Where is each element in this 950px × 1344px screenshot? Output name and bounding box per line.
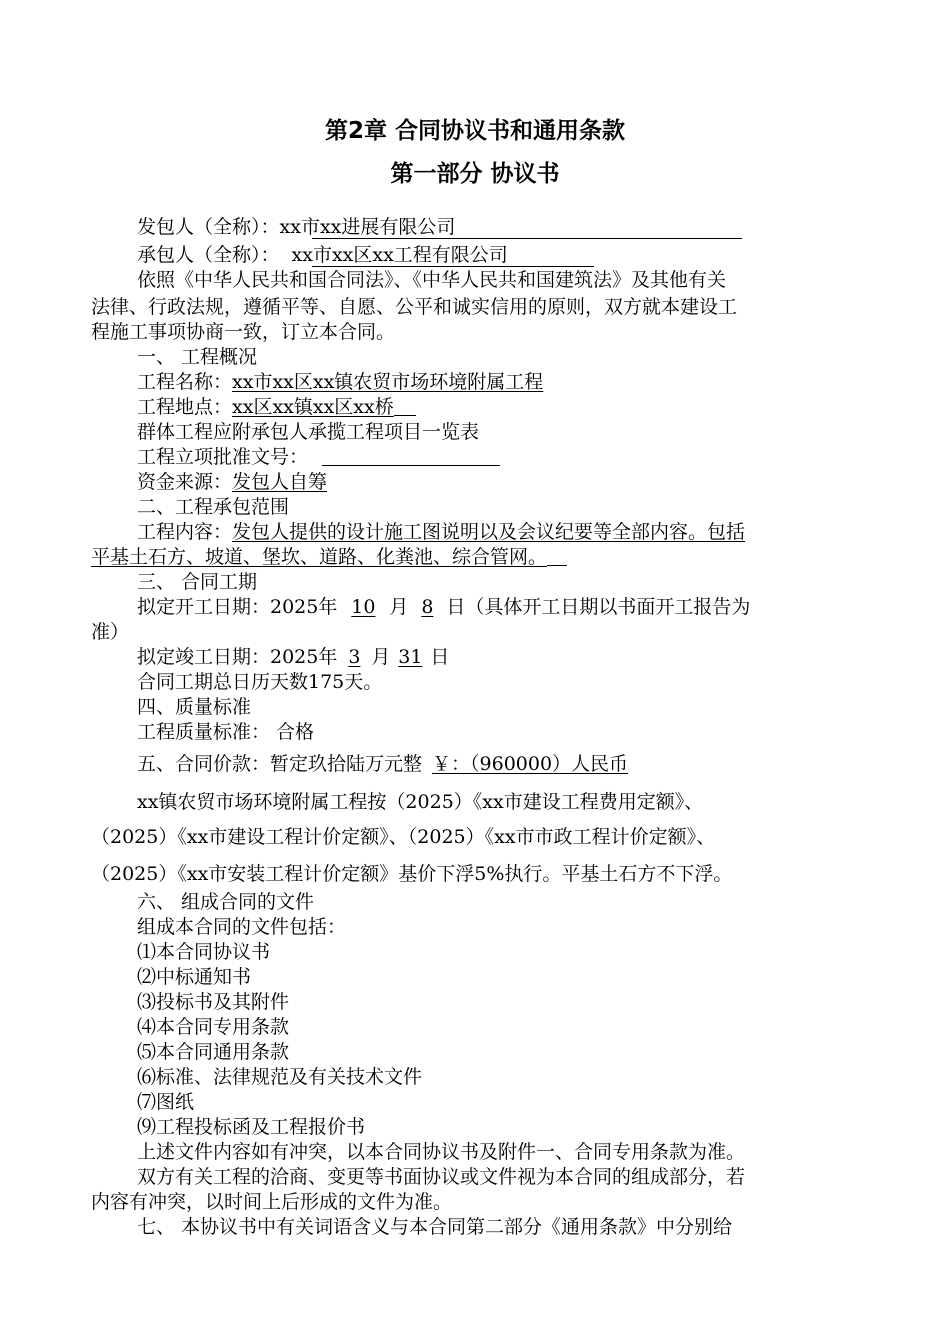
document-item: ⑹标准、法律规范及有关技术文件 — [137, 1066, 423, 1088]
project-name-line — [137, 370, 543, 394]
contractor-value: xx市xx区xx工程有限公司 — [291, 244, 508, 266]
project-name-label: 工程名称： — [137, 371, 233, 393]
approval-label: 工程立项批准文号： — [137, 446, 309, 468]
end-month: 3 — [348, 646, 361, 668]
work-content-line-2 — [91, 545, 567, 569]
contract-price-label: 五、合同价款：暂定玖拾陆万元整 — [137, 753, 423, 775]
work-content-label: 工程内容： — [137, 521, 233, 543]
work-content-value-1: 发包人提供的设计施工图说明以及会议纪要等全部内容。包括 — [232, 521, 746, 543]
intro-line-3: 程施工事项协商一致，订立本合同。 — [91, 321, 396, 343]
start-date-tail-line: 准） — [91, 621, 130, 643]
contractor-underline — [312, 266, 594, 267]
group-project-line: 群体工程应附承包人承揽工程项目一览表 — [137, 421, 480, 443]
project-name-value: xx市xx区xx镇农贸市场环境附属工程 — [232, 371, 544, 393]
start-date-label: 拟定开工日期：2025年 — [137, 596, 338, 618]
negotiation-line-2: 内容有冲突，以时间上后形成的文件为准。 — [91, 1191, 453, 1213]
start-month: 10 — [351, 596, 376, 618]
start-month-char: 月 — [389, 596, 409, 618]
approval-line — [137, 445, 500, 469]
negotiation-line-1: 双方有关工程的洽商、变更等书面协议或文件视为本合同的组成部分，若 — [137, 1166, 746, 1188]
section-4-heading: 四、质量标准 — [137, 696, 252, 718]
employer-value: xx市xx进展有限公司 — [279, 216, 456, 238]
intro-line-2: 法律、行政法规，遵循平等、自愿、公平和诚实信用的原则，双方就本建设工 — [91, 296, 738, 318]
pricing-basis-line-1: xx镇农贸市场环境附属工程按（2025）《xx市建设工程费用定额》、 — [137, 791, 704, 813]
contract-price-line — [137, 752, 628, 776]
end-day: 31 — [398, 646, 423, 668]
total-days-line: 合同工期总日历天数175天。 — [137, 671, 383, 693]
employer-line — [137, 215, 455, 239]
chapter-title: 第2章 合同协议书和通用条款 — [324, 118, 625, 144]
employer-label: 发包人（全称）： — [137, 216, 280, 238]
pricing-basis-line-2: （2025）《xx市建设工程计价定额》、（2025）《xx市市政工程计价定额》、 — [91, 826, 716, 848]
document-item: ⑸本合同通用条款 — [137, 1041, 290, 1063]
start-day: 8 — [421, 596, 434, 618]
quality-standard-line: 工程质量标准： 合格 — [137, 721, 315, 743]
employer-underline — [312, 238, 742, 239]
part-title: 第一部分 协议书 — [390, 161, 560, 187]
document-item: ⑷本合同专用条款 — [137, 1016, 290, 1038]
project-site-label: 工程地点： — [137, 396, 233, 418]
document-item: ⑼工程投标函及工程报价书 — [137, 1116, 366, 1138]
project-site-line — [137, 395, 416, 419]
work-content-value-2: 平基土石方、坡道、堡坎、道路、化粪池、综合管网。 — [91, 546, 548, 568]
contractor-label: 承包人（全称）： — [137, 244, 280, 266]
documents-intro: 组成本合同的文件包括： — [137, 916, 347, 938]
work-content-line-1 — [137, 520, 745, 544]
start-date-tail: 日（具体开工日期以书面开工报告为 — [446, 596, 751, 618]
start-date-line — [137, 595, 750, 619]
section-7-line: 七、 本协议书中有关词语含义与本合同第二部分《通用条款》中分别给 — [137, 1216, 733, 1238]
section-3-heading: 三、 合同工期 — [137, 571, 258, 593]
end-month-char: 月 — [371, 646, 391, 668]
document-item: ⑵中标通知书 — [137, 966, 252, 988]
fund-source-label: 资金来源： — [137, 471, 233, 493]
section-1-heading: 一、 工程概况 — [137, 346, 258, 368]
project-site-value: xx区xx镇xx区xx桥 — [232, 396, 394, 418]
conflict-priority-line: 上述文件内容如有冲突，以本合同协议书及附件一、合同专用条款为准。 — [137, 1141, 746, 1163]
document-item: ⑴本合同协议书 — [137, 941, 271, 963]
contract-price-value: ￥：（960000）人民币 — [432, 753, 629, 775]
site-blank — [394, 395, 416, 416]
intro-line-1: 依照《中华人民共和国合同法》、《中华人民共和国建筑法》及其他有关 — [137, 269, 727, 291]
approval-blank — [322, 445, 500, 466]
fund-source-value: 发包人自筹 — [232, 471, 328, 493]
content-blank — [547, 545, 567, 566]
end-day-char: 日 — [430, 646, 450, 668]
end-date-label: 拟定竣工日期：2025年 — [137, 646, 338, 668]
document-item: ⑶投标书及其附件 — [137, 991, 290, 1013]
section-6-heading: 六、 组成合同的文件 — [137, 891, 315, 913]
section-2-heading: 二、工程承包范围 — [137, 496, 290, 518]
pricing-basis-line-3: （2025）《xx市安装工程计价定额》基价下浮5%执行。平基土石方不下浮。 — [91, 863, 733, 885]
end-date-line — [137, 645, 449, 669]
fund-source-line — [137, 470, 327, 494]
contractor-line — [137, 243, 508, 267]
document-item: ⑺图纸 — [137, 1091, 195, 1113]
